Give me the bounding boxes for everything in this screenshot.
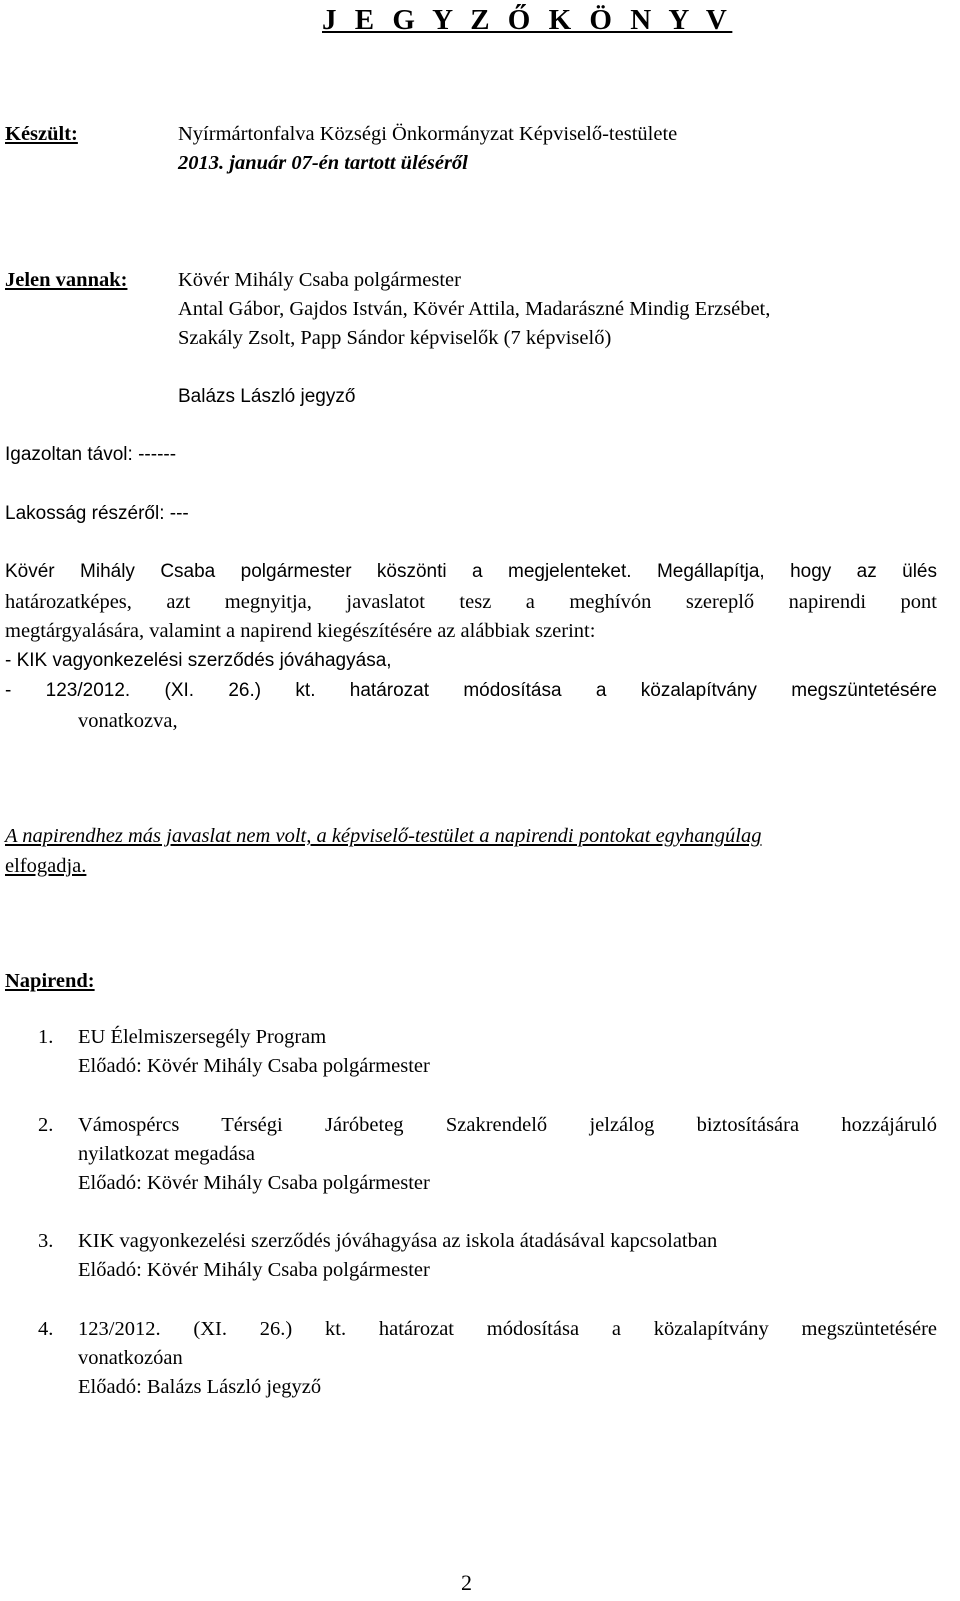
intro-dash1: - KIK vagyonkezelési szerződés jóváhagyása, (5, 650, 392, 671)
agenda-2-title-cont: nyilatkozat megadása (78, 1143, 256, 1165)
intro-line3: megtárgyalására, valamint a napirend kiegészítésére az alábbiak szerint: (5, 620, 596, 642)
jelen-label: Jelen vannak: (5, 269, 128, 291)
jelen-line3: Szakály Zsolt, Papp Sándor képviselők (7 képviselő) (178, 327, 612, 349)
page-number: 2 (461, 1570, 472, 1595)
agenda-2-presenter: Előadó: Kövér Mihály Csaba polgármester (78, 1172, 430, 1194)
agenda-2-num: 2. (38, 1114, 54, 1136)
jelen-line2: Antal Gábor, Gajdos István, Kövér Attila, Madarászné Mindig Erzsébet, (178, 298, 771, 320)
jelen-jegyzo: Balázs László jegyző (178, 386, 356, 407)
intro-line1: Kövér Mihály Csaba polgármester köszönti a megjelenteket. Megállapítja, hogy az ülés (5, 561, 937, 582)
napirend-heading: Napirend: (5, 970, 95, 992)
igazoltan-tavol: Igazoltan távol: ------ (5, 444, 177, 465)
intro-dash2: - 123/2012. (XI. 26.) kt. határozat módosítása a közalapítvány megszüntetésére (5, 680, 937, 701)
agenda-4-presenter: Előadó: Balázs László jegyző (78, 1376, 322, 1398)
agenda-4-num: 4. (38, 1318, 54, 1340)
agenda-1-num: 1. (38, 1026, 54, 1048)
agenda-4-title-cont: vonatkozóan (78, 1347, 183, 1369)
keszult-label: Készült: (5, 123, 78, 145)
lakossag-reszerol: Lakosság részéről: --- (5, 503, 189, 524)
document-title: J E G Y Z Ő K Ö N Y V (322, 4, 733, 36)
intro-dash2-cont: vonatkozva, (78, 710, 178, 732)
agenda-3-presenter: Előadó: Kövér Mihály Csaba polgármester (78, 1259, 430, 1281)
agenda-3-num: 3. (38, 1230, 54, 1252)
keszult-line1: Nyírmártonfalva Községi Önkormányzat Képviselő-testülete (178, 123, 678, 145)
agenda-3-title: KIK vagyonkezelési szerződés jóváhagyása az iskola átadásával kapcsolatban (78, 1230, 718, 1252)
agenda-1-title: EU Élelmiszersegély Program (78, 1026, 327, 1048)
jelen-line1: Kövér Mihály Csaba polgármester (178, 269, 461, 291)
keszult-line2: 2013. január 07-én tartott üléséről (178, 152, 468, 174)
decision-line2: elfogadja. (5, 855, 87, 877)
agenda-2-title: Vámospércs Térségi Járóbeteg Szakrendelő jelzálog biztosítására hozzájáruló (78, 1114, 937, 1136)
agenda-4-title: 123/2012. (XI. 26.) kt. határozat módosítása a közalapítvány megszüntetésére (78, 1318, 937, 1340)
intro-line2: határozatképes, azt megnyitja, javaslatot tesz a meghívón szereplő napirendi pont (5, 591, 937, 613)
agenda-1-presenter: Előadó: Kövér Mihály Csaba polgármester (78, 1055, 430, 1077)
decision-line1: A napirendhez más javaslat nem volt, a képviselő-testület a napirendi pontokat egyhangúlag (5, 825, 762, 847)
